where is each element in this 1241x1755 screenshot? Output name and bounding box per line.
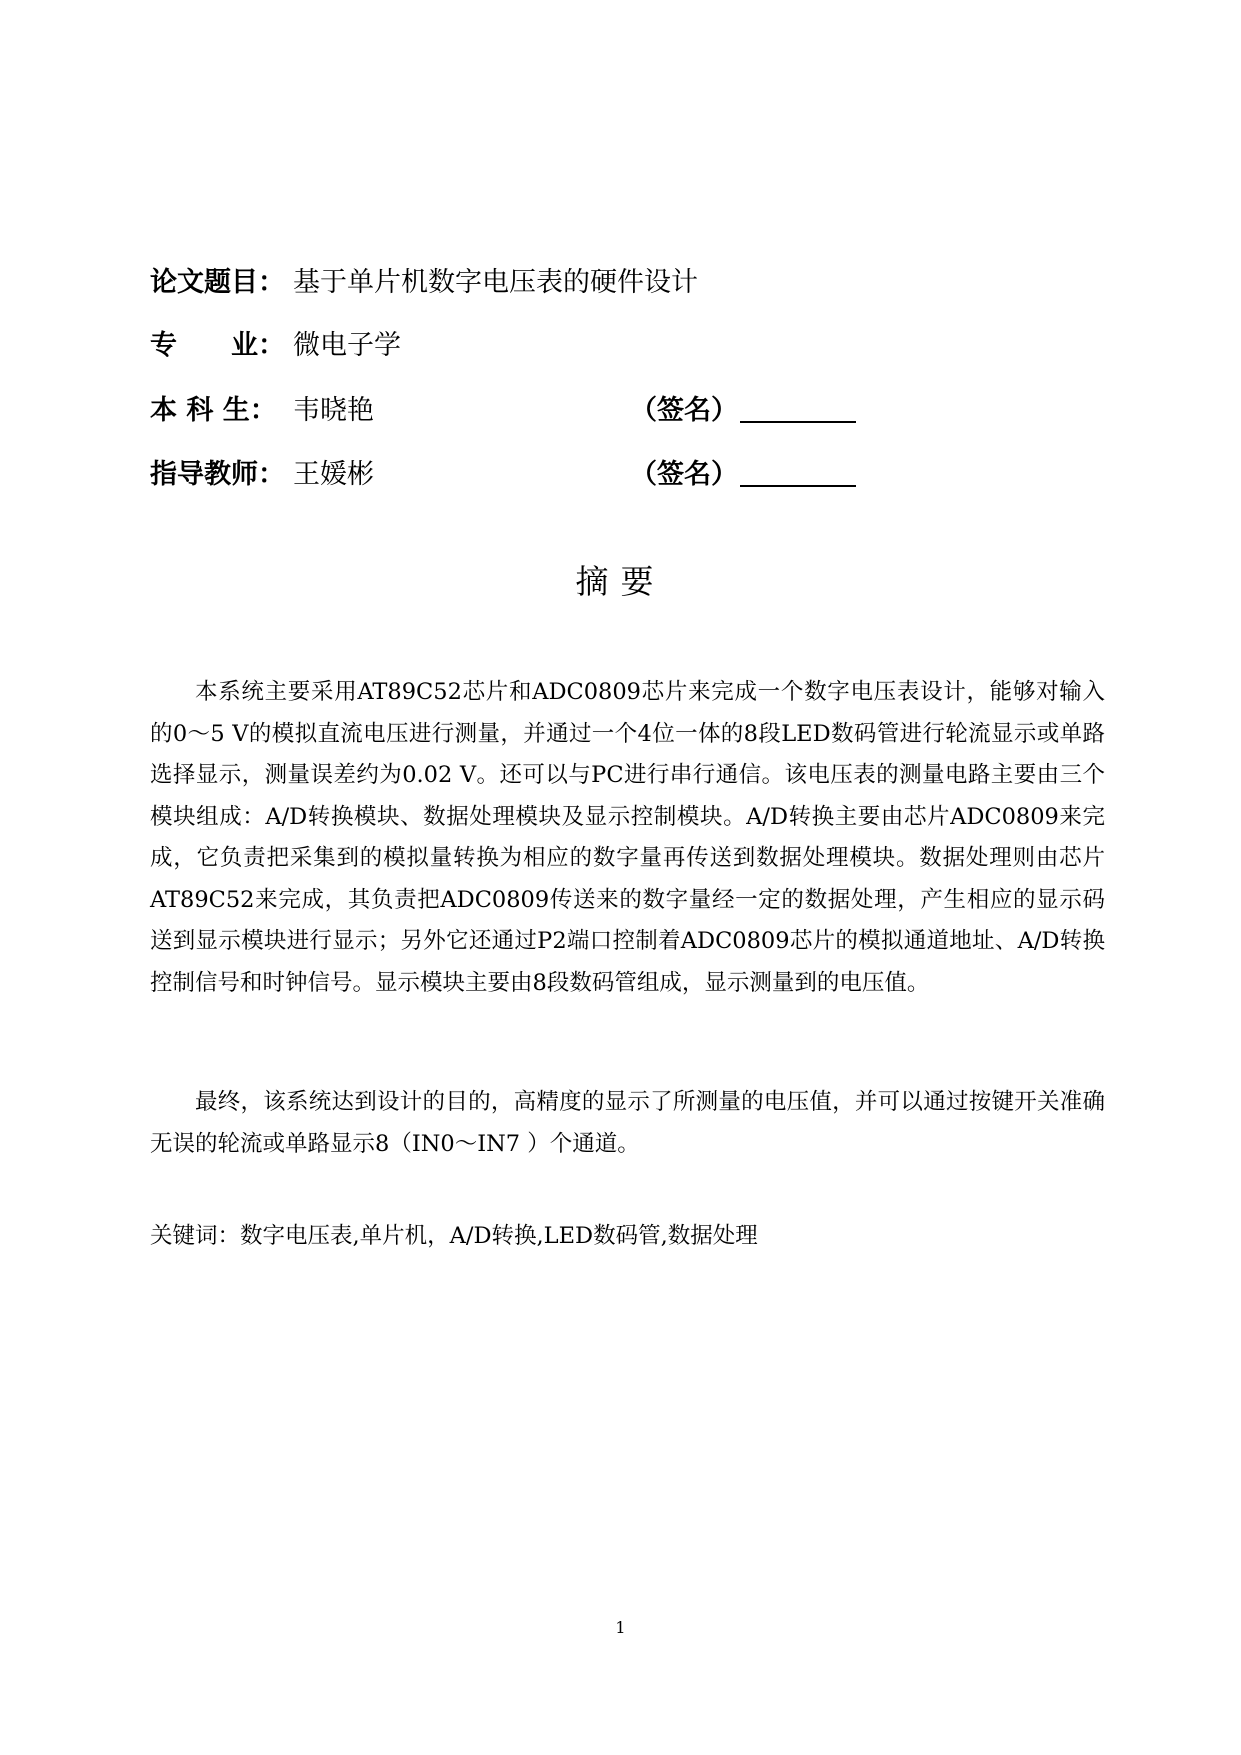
advisor-signature-line — [740, 485, 856, 487]
thesis-title-label: 论文题目： — [150, 267, 285, 298]
major-value: 微电子学 — [293, 330, 401, 361]
student-name: 韦晓艳 — [293, 395, 374, 426]
advisor-label: 指导教师： — [150, 459, 285, 490]
student-signature-line — [740, 421, 856, 423]
thesis-title-value: 基于单片机数字电压表的硬件设计 — [293, 267, 698, 298]
student-row — [150, 391, 870, 431]
advisor-signature-label: （签名） — [630, 459, 738, 490]
student-label: 本 科 生： — [150, 395, 277, 426]
keywords-line: 关键词：数字电压表,单片机，A/D转换,LED数码管,数据处理 — [150, 1223, 758, 1249]
major-label: 专 业： — [150, 330, 285, 361]
page-number: 1 — [615, 1618, 626, 1637]
advisor-name: 王媛彬 — [293, 459, 374, 490]
abstract-heading: 摘要 — [575, 562, 666, 601]
abstract-paragraph: 最终，该系统达到设计的目的，高精度的显示了所测量的电压值，并可以通过按键开关准确无误的轮流或单路显示8（IN0～IN7 ）个通道。 — [150, 1089, 1105, 1157]
abstract-paragraph: 本系统主要采用AT89C52芯片和ADC0809芯片来完成一个数字电压表设计，能够对输入的0～5 V的模拟直流电压进行测量，并通过一个4位一体的8段LED数码管进行轮流显示或单路选择显示，测量误差约为0.02 V。还可以与PC进行串行通信。该电压表的测量电路主要由三个模块组成：A/D转换模块、数据处理模块及显示控制模块。A/D转换主要由芯片ADC0809来完成，它负责把采集到的模拟量转换为相应的数字量再传送到数据处理模块。数据处理则由芯片AT89C52来完成，其负责把ADC0809传送来的数字量经一定的数据处理，产生相应的显示码送到显示模块进行显示；另外它还通过P2端口控制着ADC0809芯片的模拟通道地址、A/D转换控制信号和时钟信号。显示模块主要由8段数码管组成，显示测量到的电压值。 — [150, 679, 1105, 996]
student-signature-label: （签名） — [630, 395, 738, 426]
advisor-row — [150, 455, 870, 495]
